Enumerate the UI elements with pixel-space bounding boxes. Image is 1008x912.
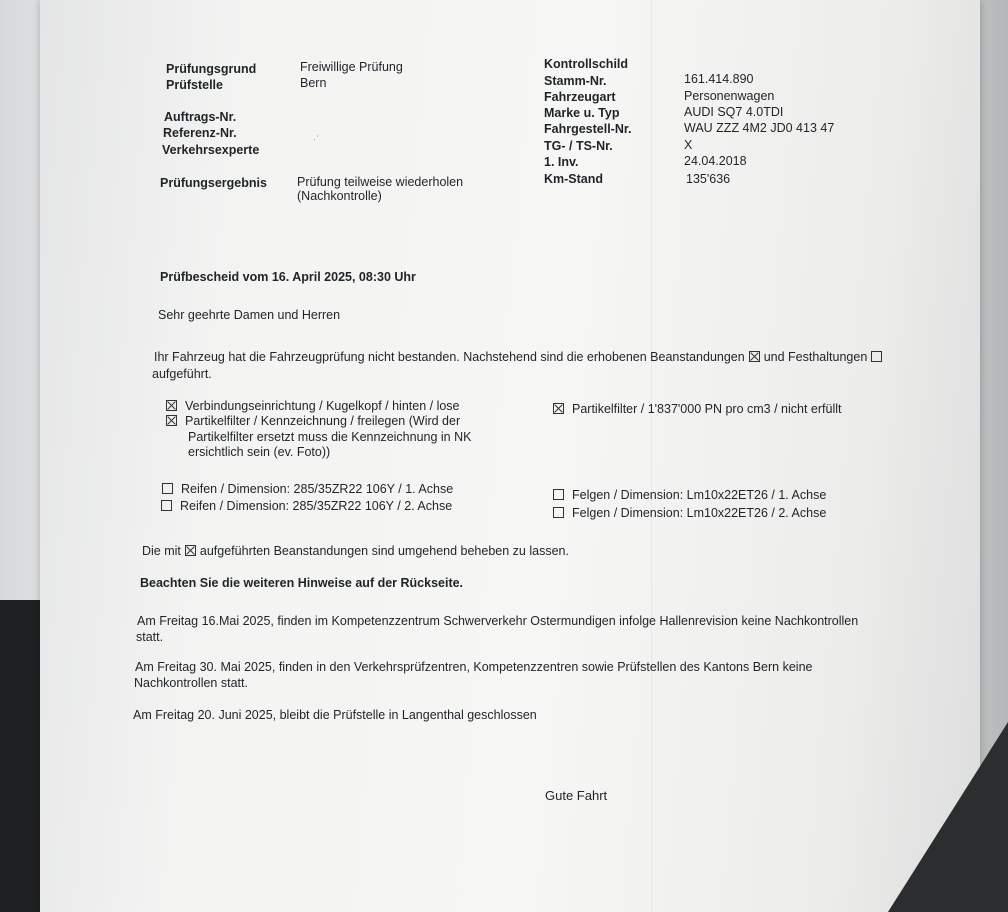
letter-title: Prüfbescheid vom 16. April 2025, 08:30 Uhr xyxy=(160,270,416,284)
paper-speck: ·ʾ xyxy=(313,134,319,144)
pruefstelle-value: Bern xyxy=(300,76,327,90)
auftrags-label: Auftrags-Nr. xyxy=(164,110,237,124)
fahrgestell-label: Fahrgestell-Nr. xyxy=(544,122,632,136)
ergebnis-value-line1: Prüfung teilweise wiederholen xyxy=(297,175,464,189)
intro-line1 xyxy=(154,350,886,365)
marke-value: AUDI SQ7 4.0TDI xyxy=(684,105,784,119)
intro-text-part2: und Festhaltungen xyxy=(763,350,868,364)
referenz-label: Referenz-Nr. xyxy=(163,126,237,140)
empty-box-icon xyxy=(162,483,173,494)
info-1-line2: statt. xyxy=(136,630,164,644)
info-2-line1: Am Freitag 30. Mai 2025, finden in den Verkehrsprüfzentren, Kompetenzzentren sowie Prüfstellen des Kantons Bern keine xyxy=(135,660,813,674)
defect-3-text: Partikelfilter / 1'837'000 PN pro cm3 / nicht erfüllt xyxy=(572,402,842,416)
verkehrsexperte-label: Verkehrsexperte xyxy=(162,143,260,157)
notice: Beachten Sie die weiteren Hinweise auf der Rückseite. xyxy=(140,576,464,590)
info-1-line1: Am Freitag 16.Mai 2025, finden im Kompetenzzentrum Schwerverkehr Ostermundigen infolge Hallenrevision keine Nachkontrollen xyxy=(137,614,859,628)
background-dark-area xyxy=(0,600,40,912)
ergebnis-value-line2: (Nachkontrolle) xyxy=(297,189,382,203)
fix-text-part1: Die mit xyxy=(142,544,181,558)
rim-2-text: Felgen / Dimension: Lm10x22ET26 / 2. Achse xyxy=(572,506,827,520)
inv-label: 1. Inv. xyxy=(544,155,579,169)
defect-item-3 xyxy=(553,402,841,417)
rim-item-2 xyxy=(553,506,826,521)
checked-box-icon xyxy=(749,351,760,362)
fahrgestell-value: WAU ZZZ 4M2 JD0 413 47 xyxy=(684,121,835,135)
rim-item-1 xyxy=(553,488,826,503)
background-corner xyxy=(888,722,1008,912)
empty-box-icon xyxy=(553,507,564,518)
km-value: 135'636 xyxy=(686,172,731,186)
km-label: Km-Stand xyxy=(544,172,604,186)
fahrzeugart-label: Fahrzeugart xyxy=(544,90,616,104)
defect-2-line1: Partikelfilter / Kennzeichnung / freilegen (Wird der xyxy=(185,414,461,428)
empty-box-icon xyxy=(871,351,882,362)
stamm-label: Stamm-Nr. xyxy=(544,74,607,88)
stamm-value: 161.414.890 xyxy=(684,72,754,86)
checked-box-icon xyxy=(166,415,177,426)
empty-box-icon xyxy=(553,489,564,500)
pruefungsgrund-value: Freiwillige Prüfung xyxy=(300,60,403,74)
ergebnis-label: Prüfungsergebnis xyxy=(160,176,267,190)
tg-label: TG- / TS-Nr. xyxy=(544,139,613,153)
defect-item-1 xyxy=(166,399,460,414)
tire-item-2 xyxy=(161,499,452,514)
greeting: Sehr geehrte Damen und Herren xyxy=(158,308,341,322)
rim-1-text: Felgen / Dimension: Lm10x22ET26 / 1. Achse xyxy=(572,488,827,502)
fix-sentence xyxy=(142,544,569,559)
empty-box-icon xyxy=(161,500,172,511)
checked-box-icon xyxy=(185,545,196,556)
inv-value: 24.04.2018 xyxy=(684,154,747,168)
tg-value: X xyxy=(684,138,693,152)
defect-2-line3: ersichtlich sein (ev. Foto)) xyxy=(188,445,331,459)
pruefungsgrund-label: Prüfungsgrund xyxy=(166,62,257,76)
intro-text-part1: Ihr Fahrzeug hat die Fahrzeugprüfung nicht bestanden. Nachstehend sind die erhobenen Beanstandungen xyxy=(154,350,745,364)
paper-fold xyxy=(651,0,652,912)
info-2-line2: Nachkontrollen statt. xyxy=(134,676,248,690)
defect-item-2 xyxy=(166,414,460,429)
checked-box-icon xyxy=(553,403,564,414)
fix-text-part2: aufgeführten Beanstandungen sind umgehend beheben zu lassen. xyxy=(199,544,569,558)
tire-2-text: Reifen / Dimension: 285/35ZR22 106Y / 2. Achse xyxy=(180,499,453,513)
closing: Gute Fahrt xyxy=(545,788,608,803)
tire-item-1 xyxy=(162,482,453,497)
pruefstelle-label: Prüfstelle xyxy=(166,78,223,92)
info-3: Am Freitag 20. Juni 2025, bleibt die Prüfstelle in Langenthal geschlossen xyxy=(133,708,537,722)
tire-1-text: Reifen / Dimension: 285/35ZR22 106Y / 1. Achse xyxy=(181,482,454,496)
defect-1-text: Verbindungseinrichtung / Kugelkopf / hinten / lose xyxy=(185,399,460,413)
intro-line2: aufgeführt. xyxy=(152,367,212,381)
kontrollschild-label: Kontrollschild xyxy=(544,57,629,71)
defect-2-line2: Partikelfilter ersetzt muss die Kennzeichnung in NK xyxy=(188,430,472,444)
marke-label: Marke u. Typ xyxy=(544,106,620,120)
fahrzeugart-value: Personenwagen xyxy=(684,89,775,103)
checked-box-icon xyxy=(166,400,177,411)
